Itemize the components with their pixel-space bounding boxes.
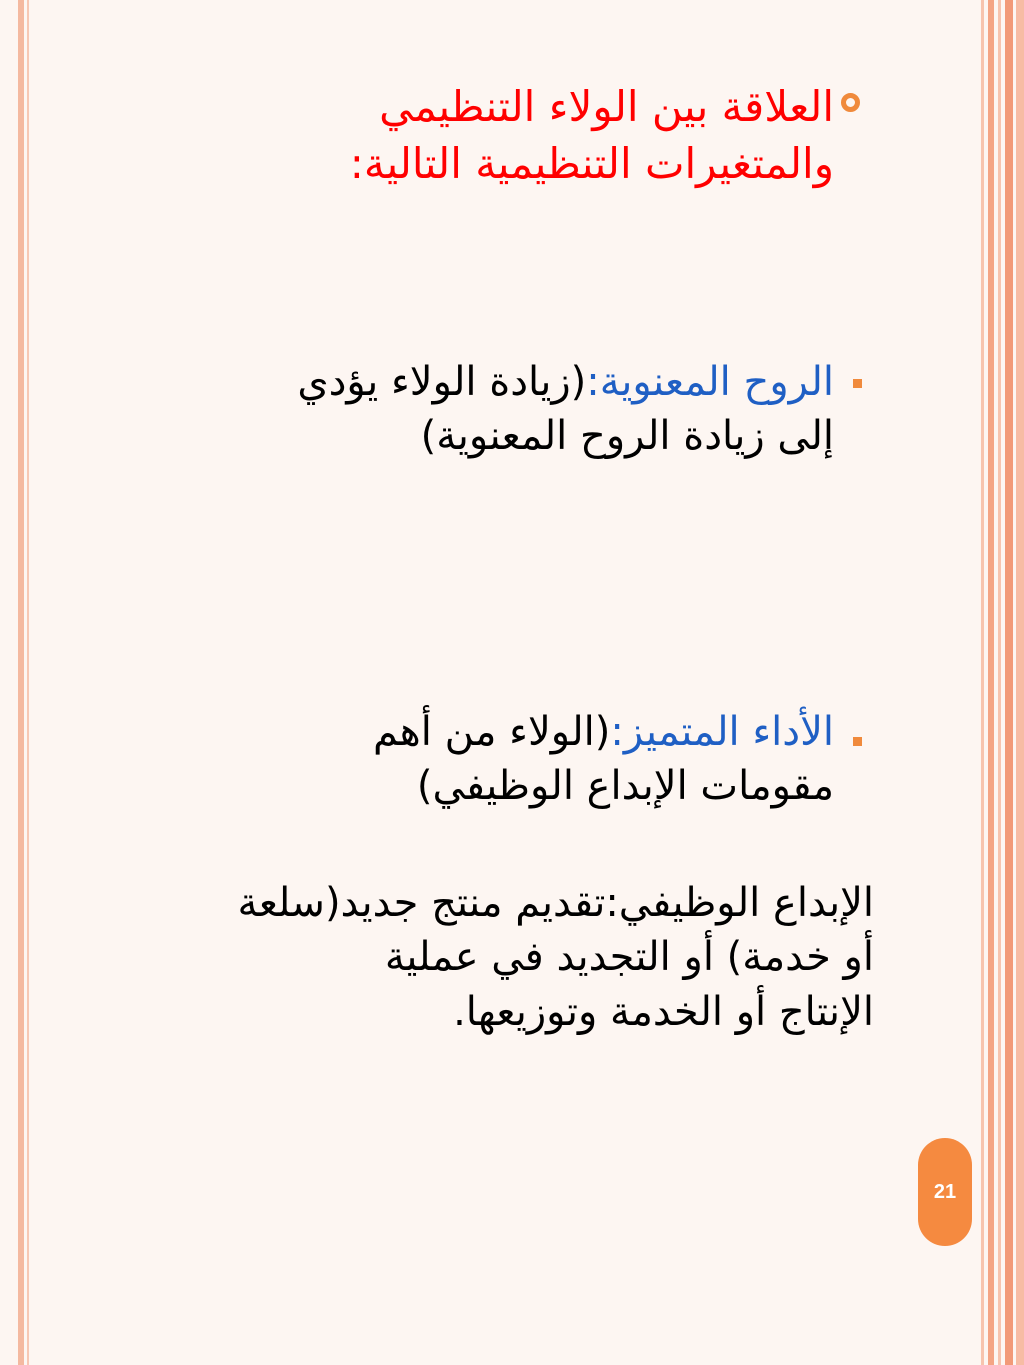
heading-line-1: العلاقة بين الولاء التنظيمي (379, 82, 834, 131)
right-border-bar (1016, 0, 1024, 1365)
paragraph-line-2: أو خدمة) أو التجديد في عملية (384, 934, 874, 981)
item-text: (زيادة الولاء يؤدي (297, 359, 587, 405)
right-border-bar (988, 0, 994, 1365)
page-number-badge (918, 1138, 972, 1246)
paragraph-line-1: الإبداع الوظيفي:تقديم منتج جديد(سلعة (237, 880, 874, 926)
heading-line-2: والمتغيرات التنظيمية التالية: (349, 139, 834, 189)
list-item-morale (74, 355, 834, 464)
square-bullet-icon (853, 737, 862, 746)
page-number: 21 (933, 1180, 957, 1203)
item-text-line-2: مقومات الإبداع الوظيفي) (416, 763, 834, 810)
right-border-bar (981, 0, 984, 1365)
slide-heading (194, 78, 834, 192)
list-item-performance (74, 705, 834, 814)
paragraph-line-3: الإنتاج أو الخدمة وتوزيعها. (453, 988, 874, 1035)
item-term: الأداء المتميز: (610, 709, 834, 755)
item-text-line-2: إلى زيادة الروح المعنوية) (420, 413, 834, 460)
circle-bullet-icon (841, 93, 860, 112)
item-text: (الولاء من أهم (373, 709, 611, 755)
left-border-rule (18, 0, 24, 1365)
square-bullet-icon (853, 379, 862, 388)
item-term: الروح المعنوية: (586, 359, 834, 405)
left-border-rule-thin (27, 0, 29, 1365)
right-border-bar (998, 0, 1001, 1365)
definition-paragraph (54, 876, 874, 1039)
right-border-bar (1005, 0, 1013, 1365)
